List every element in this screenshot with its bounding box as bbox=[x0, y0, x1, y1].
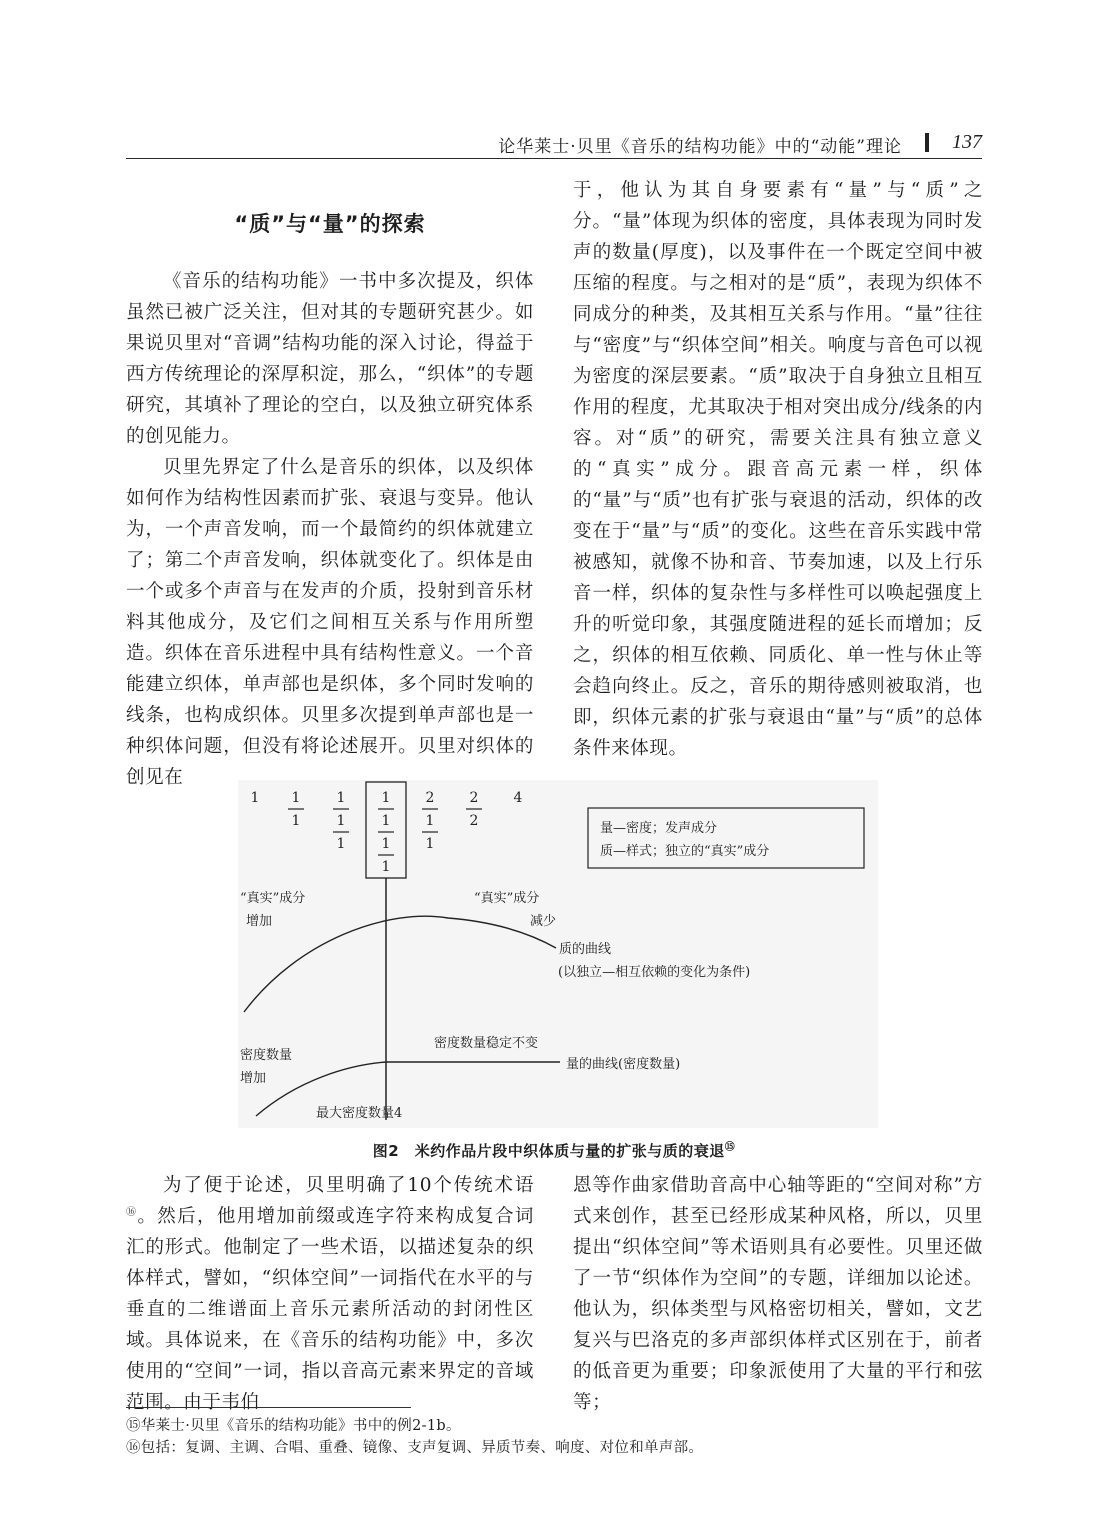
footnote-ref: ⑮ bbox=[724, 1142, 736, 1153]
label-quality-curve: 质的曲线 bbox=[559, 942, 612, 957]
footnote-ref: ⑯ bbox=[126, 1206, 138, 1218]
label-density-increase: 密度数量 bbox=[240, 1048, 293, 1063]
stack-digit: 1 bbox=[381, 836, 391, 852]
paragraph: 恩等作曲家借助音高中心轴等距的“空间对称”方式来创作，甚至已经形成某种风格，所以，贝里提出“织体空间”等术语则具有必要性。贝里还做了一节“织体作为空间”的专题，详细加以论述。他认为，织体类型与风格密切相关，譬如，文艺复兴与巴洛克的多声部织体样式区别在于，前者的低音更为重要；印象派使用了大量的平行和弦等； bbox=[573, 1175, 983, 1413]
stack-digit: 1 bbox=[381, 859, 391, 875]
footnote: ⑯包括：复调、主调、合唱、重叠、镜像、支声复调、异质节奏、响度、对位和单声部。 bbox=[126, 1440, 704, 1456]
stack-digit: 1 bbox=[336, 836, 346, 852]
figure-caption-text: 图2 米约作品片段中织体质与量的扩张与质的衰退 bbox=[372, 1142, 725, 1160]
diagram-svg bbox=[238, 780, 878, 1128]
left-column-top bbox=[126, 266, 534, 793]
paragraph: 于，他认为其自身要素有“量”与“质”之分。“量”体现为织体的密度，具体表现为同时发声的数量(厚度)，以及事件在一个既定空间中被压缩的程度。与之相对的是“质”，表现为织体不同成分的种类，及其相互关系与作用。“量”往往与“密度”与“织体空间”相关。响度与音色可以视为密度的深层要素。“质”取决于自身独立且相互作用的程度，尤其取决于相对突出成分/线条的内容。对“质”的研究，需要关注具有独立意义的“真实”成分。跟音高元素一样，织体的“量”与“质”也有扩张与衰退的活动，织体的改变在于“量”与“质”的变化。这些在音乐实践中常被感知，就像不协和音、节奏加速，以及上行乐音一样，织体的复杂性与多样性可以唤起强度上升的听觉印象，其强度随进程的延长而增加；反之，织体的相互依赖、同质化、单一性与休止等会趋向终止。反之，音乐的期待感则被取消，也即，织体元素的扩张与衰退由“量”与“质”的总体条件来体现。 bbox=[573, 180, 983, 759]
figure-diagram bbox=[238, 780, 878, 1128]
label-real-decrease: “真实”成分 bbox=[474, 891, 540, 906]
label-real-decrease: 减少 bbox=[530, 914, 557, 929]
label-density-increase: 增加 bbox=[240, 1071, 267, 1086]
right-column-top bbox=[573, 175, 983, 764]
footnote-rule bbox=[126, 1407, 411, 1408]
label-max-density: 最大密度数量4 bbox=[316, 1106, 403, 1121]
paragraph: 《音乐的结构功能》一书中多次提及，织体虽然已被广泛关注，但对其的专题研究甚少。如果说贝里对“音调”结构功能的深入讨论，得益于西方传统理论的深厚积淀，那么，“织体”的专题研究，其填补了理论的空白，以及独立研究体系的创见能力。 bbox=[126, 271, 534, 447]
running-head-separator bbox=[925, 133, 929, 152]
label-real-increase: “真实”成分 bbox=[240, 891, 306, 906]
legend-box bbox=[588, 808, 864, 868]
texture-stacks bbox=[251, 782, 523, 878]
stack-digit: 2 bbox=[425, 790, 435, 806]
stack-digit: 1 bbox=[381, 813, 391, 829]
stack-digit: 4 bbox=[513, 790, 523, 806]
footnote: ⑮华莱士·贝里《音乐的结构功能》书中的例2-1b。 bbox=[126, 1418, 461, 1434]
section-heading: “质”与“量”的探索 bbox=[234, 212, 426, 236]
left-column-bottom bbox=[126, 1170, 534, 1418]
right-column-bottom bbox=[573, 1170, 983, 1418]
stack-digit: 1 bbox=[250, 790, 260, 806]
stack-digit: 1 bbox=[425, 813, 435, 829]
quantity-curve bbox=[256, 1062, 560, 1116]
page-number: 137 bbox=[952, 131, 982, 153]
running-head-title: 论华莱士·贝里《音乐的结构功能》中的“动能”理论 bbox=[498, 137, 902, 157]
label-density-stable: 密度数量稳定不变 bbox=[434, 1036, 539, 1051]
label-quality-condition: (以独立—相互依赖的变化为条件) bbox=[558, 965, 751, 980]
stack-digit: 1 bbox=[381, 790, 391, 806]
stack-digit: 1 bbox=[291, 813, 301, 829]
paragraph-text: 。然后，他用增加前缀或连字符来构成复合词汇的形式。他制定了一些术语，以描述复杂的织体样式，譬如，“织体空间”一词指代在水平的与垂直的二维谱面上音乐元素所活动的封闭性区域。具体说来，在《音乐的结构功能》中，多次使用的“空间”一词，指以音高元素来界定的音域范围。由于韦伯 bbox=[126, 1206, 534, 1413]
stack-digit: 1 bbox=[425, 836, 435, 852]
stack-digit: 2 bbox=[469, 813, 479, 829]
label-quantity-curve: 量的曲线(密度数量) bbox=[566, 1057, 681, 1072]
stack-digit: 2 bbox=[469, 790, 479, 806]
legend-line: 质—样式；独立的“真实”成分 bbox=[600, 844, 770, 859]
stack-digit: 1 bbox=[336, 790, 346, 806]
paragraph: 贝里先界定了什么是音乐的织体，以及织体如何作为结构性因素而扩张、衰退与变异。他认为，一个声音发响，而一个最简约的织体就建立了；第二个声音发响，织体就变化了。织体是由一个或多个声音与在发声的介质，投射到音乐材料其他成分，及它们之间相互关系与作用所塑造。织体在音乐进程中具有结构性意义。一个音能建立织体，单声部也是织体，多个同时发响的线条，也构成织体。贝里多次提到单声部也是一种织体问题，但没有将论述展开。贝里对织体的创见在 bbox=[126, 457, 534, 788]
legend-line: 量—密度；发声成分 bbox=[600, 821, 718, 836]
paragraph bbox=[126, 1170, 534, 1418]
footnotes bbox=[126, 1415, 982, 1459]
stack-digit: 1 bbox=[336, 813, 346, 829]
label-real-increase: 增加 bbox=[246, 914, 273, 929]
stack-digit: 1 bbox=[291, 790, 301, 806]
figure-caption bbox=[126, 1140, 982, 1161]
paragraph-text: 为了便于论述，贝里明确了10个传统术语 bbox=[163, 1175, 534, 1196]
running-head bbox=[126, 130, 982, 159]
quality-curve bbox=[244, 916, 556, 1012]
